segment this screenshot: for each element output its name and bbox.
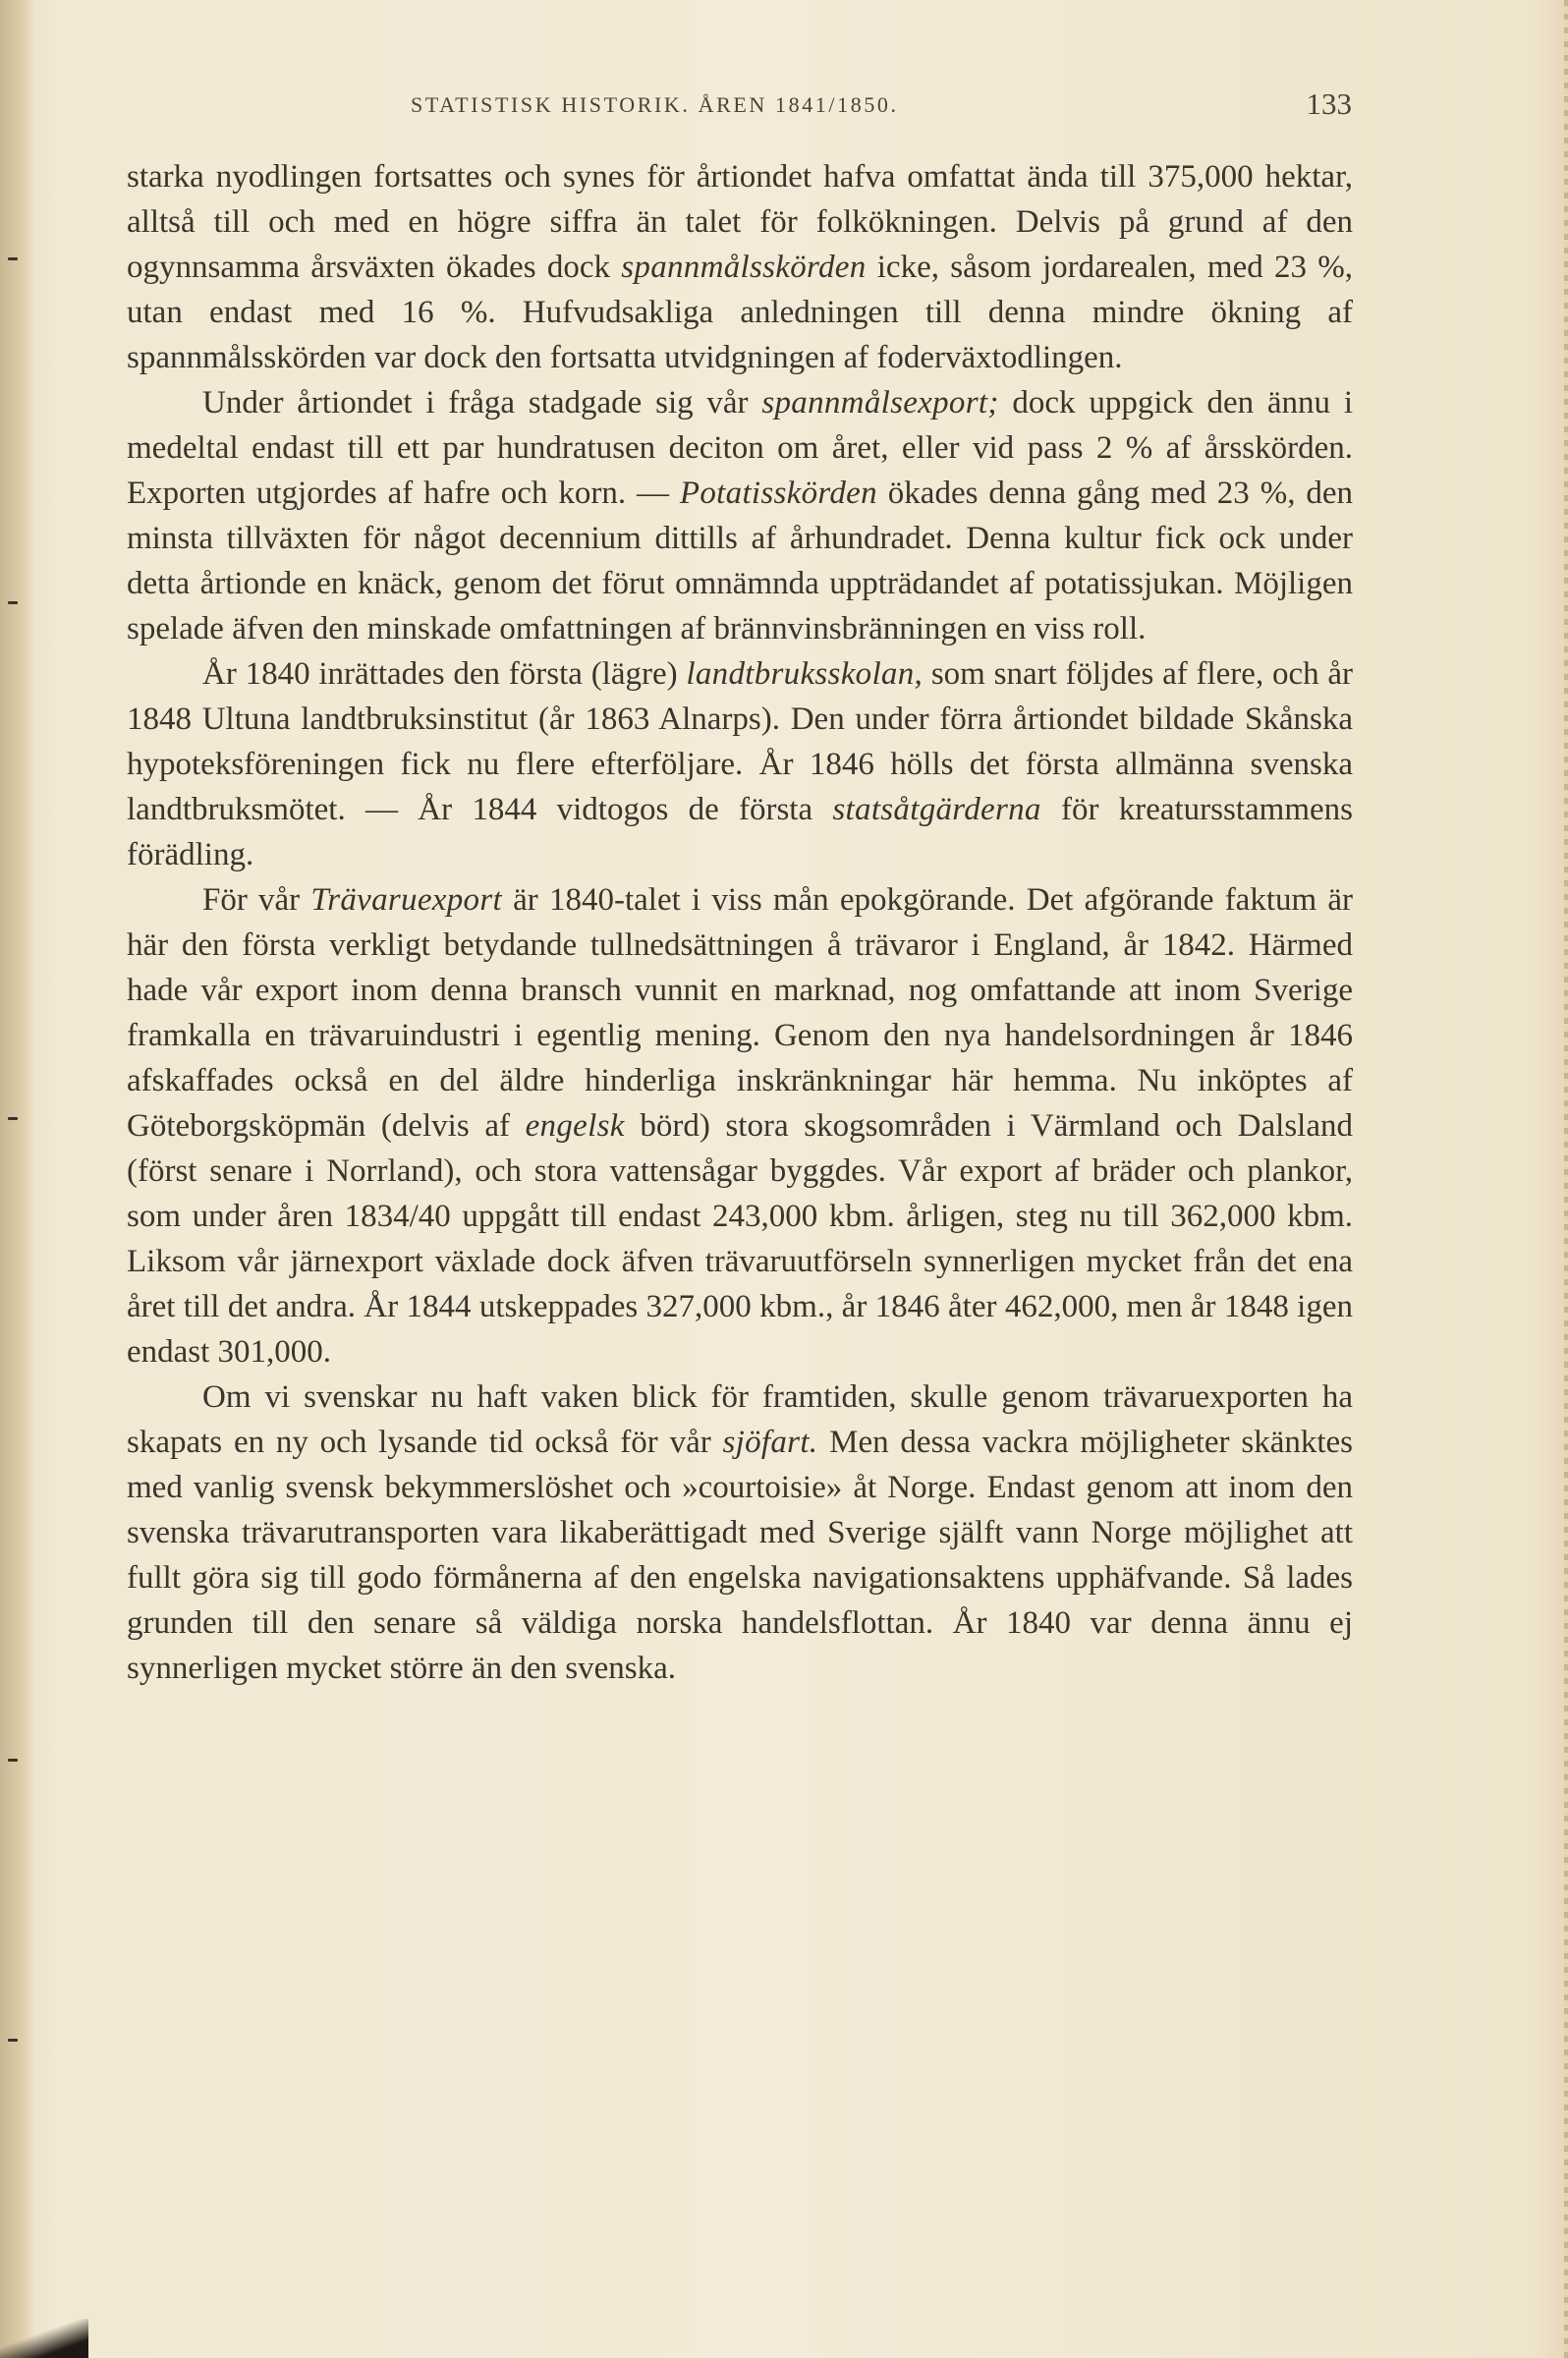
margin-mark — [8, 601, 18, 604]
running-head: STATISTISK HISTORIK. ÅREN 1841/1850. — [411, 92, 899, 117]
margin-mark — [8, 2039, 18, 2042]
margin-mark — [8, 1117, 18, 1120]
text-run: Under årtiondet i fråga stadgade sig vår — [202, 385, 762, 421]
emphasized-term: Potatisskörden — [679, 476, 877, 511]
emphasized-term: engelsk — [525, 1108, 625, 1144]
body-text — [127, 154, 1353, 1691]
page-header — [411, 83, 1352, 126]
paragraph — [127, 1375, 1353, 1691]
text-run: År 1840 inrättades den första (lägre) — [202, 656, 687, 692]
margin-mark — [8, 1759, 18, 1762]
text-run: Men dessa vackra möjligheter skänktes med vanlig svensk bekymmerslöshet och »courtoisie» åt Norge. Endast genom att inom den svenska trävarutransporten vara likaberättigadt med Sverige själft vann Norge möjlighet att fullt göra sig till godo förmånerna af den engelska navigationsaktens upphäfvande. Så lades grunden till den senare så väldiga norska handelsflottan. År 1840 var denna ännu ej synnerligen mycket större än den svenska. — [127, 1425, 1353, 1686]
text-run: starka nyodlingen fortsattes och synes för årtiondet hafva omfattat ända till 375,000 hektar, alltså till och med en högre siffra än talet för folkökningen. Delvis på grund af den ogynnsamma årsväxten ökades dock — [127, 159, 1353, 285]
text-run: ökades denna gång med 23 %, den minsta tillväxten för något decennium dittills af århundradet. Denna kultur fick ock under detta årtionde en knäck, genom det förut omnämnda uppträdandet af potatissjukan. Möjligen spelade äfven den minskade omfattningen af brännvinsbränningen en viss roll. — [127, 476, 1354, 646]
page-number: 133 — [1306, 86, 1352, 121]
emphasized-term: landtbruksskolan, — [686, 656, 924, 692]
text-run: som snart följdes af flere, och år 1848 Ultuna landtbruksinstitut (år 1863 Alnarps). Den under förra årtiondet bildade Skånska hypoteksföreningen fick nu flere efterföljare. År 1846 hölls det första allmänna svenska landtbruksmötet. — År 1844 vidtogos de första — [127, 656, 1353, 827]
paragraph — [127, 154, 1353, 380]
emphasized-term: sjöfart. — [722, 1425, 818, 1460]
paragraph — [127, 877, 1353, 1375]
text-run: icke, såsom jordarealen, med 23 %, utan endast med 16 %. Hufvudsakliga anledningen till denna mindre ökning af spannmålsskörden var dock den fortsatta utvidgningen af foderväxtodlingen. — [127, 250, 1353, 375]
emphasized-term: statsåtgärderna — [832, 792, 1041, 827]
text-run: börd) stora skogsområden i Värmland och Dalsland (först senare i Norrland), och stora vattensågar byggdes. Vår export af bräder och plankor, som under åren 1834/40 uppgått till endast 243,000 kbm. årligen, steg nu till 362,000 kbm. Liksom vår järnexport växlade dock äfven trävaruutförseln synnerligen mycket från det ena året till det andra. År 1844 utskeppades 327,000 kbm., år 1846 åter 462,000, men år 1848 igen endast 301,000. — [127, 1108, 1353, 1370]
margin-mark — [8, 257, 18, 260]
text-run: dock uppgick den ännu i medeltal endast till ett par hundratusen deciton om året, eller vid pass 2 % af årsskörden. Exporten utgjordes af hafre och korn. — — [127, 385, 1354, 511]
emphasized-term: spannmålsexport; — [761, 385, 999, 421]
paragraph — [127, 380, 1353, 651]
page-edge — [1564, 0, 1568, 2358]
text-run: För vår — [202, 882, 311, 918]
paragraph — [127, 651, 1353, 877]
text-run: Om vi svenskar nu haft vaken blick för framtiden, skulle genom trävaruexporten ha skapats en ny och lysande tid också för vår — [127, 1379, 1353, 1460]
scan-corner-shadow — [0, 2319, 88, 2358]
binding-shadow — [0, 0, 35, 2358]
text-run: är 1840-talet i viss mån epokgörande. Det afgörande faktum är här den första verkligt betydande tullnedsättningen å trävaror i England, år 1842. Härmed hade vår export inom denna bransch vunnit en marknad, nog omfattande att inom Sverige framkalla en trävaruindustri i egentlig mening. Genom den nya handelsordningen år 1846 afskaffades också en del äldre hinderliga inskränkningar här hemma. Nu inköptes af Göteborgsköpmän (delvis af — [127, 882, 1353, 1144]
text-run: för kreatursstammens förädling. — [127, 792, 1353, 872]
emphasized-term: spannmålsskörden — [621, 250, 867, 285]
emphasized-term: Trävaruexport — [310, 882, 502, 918]
